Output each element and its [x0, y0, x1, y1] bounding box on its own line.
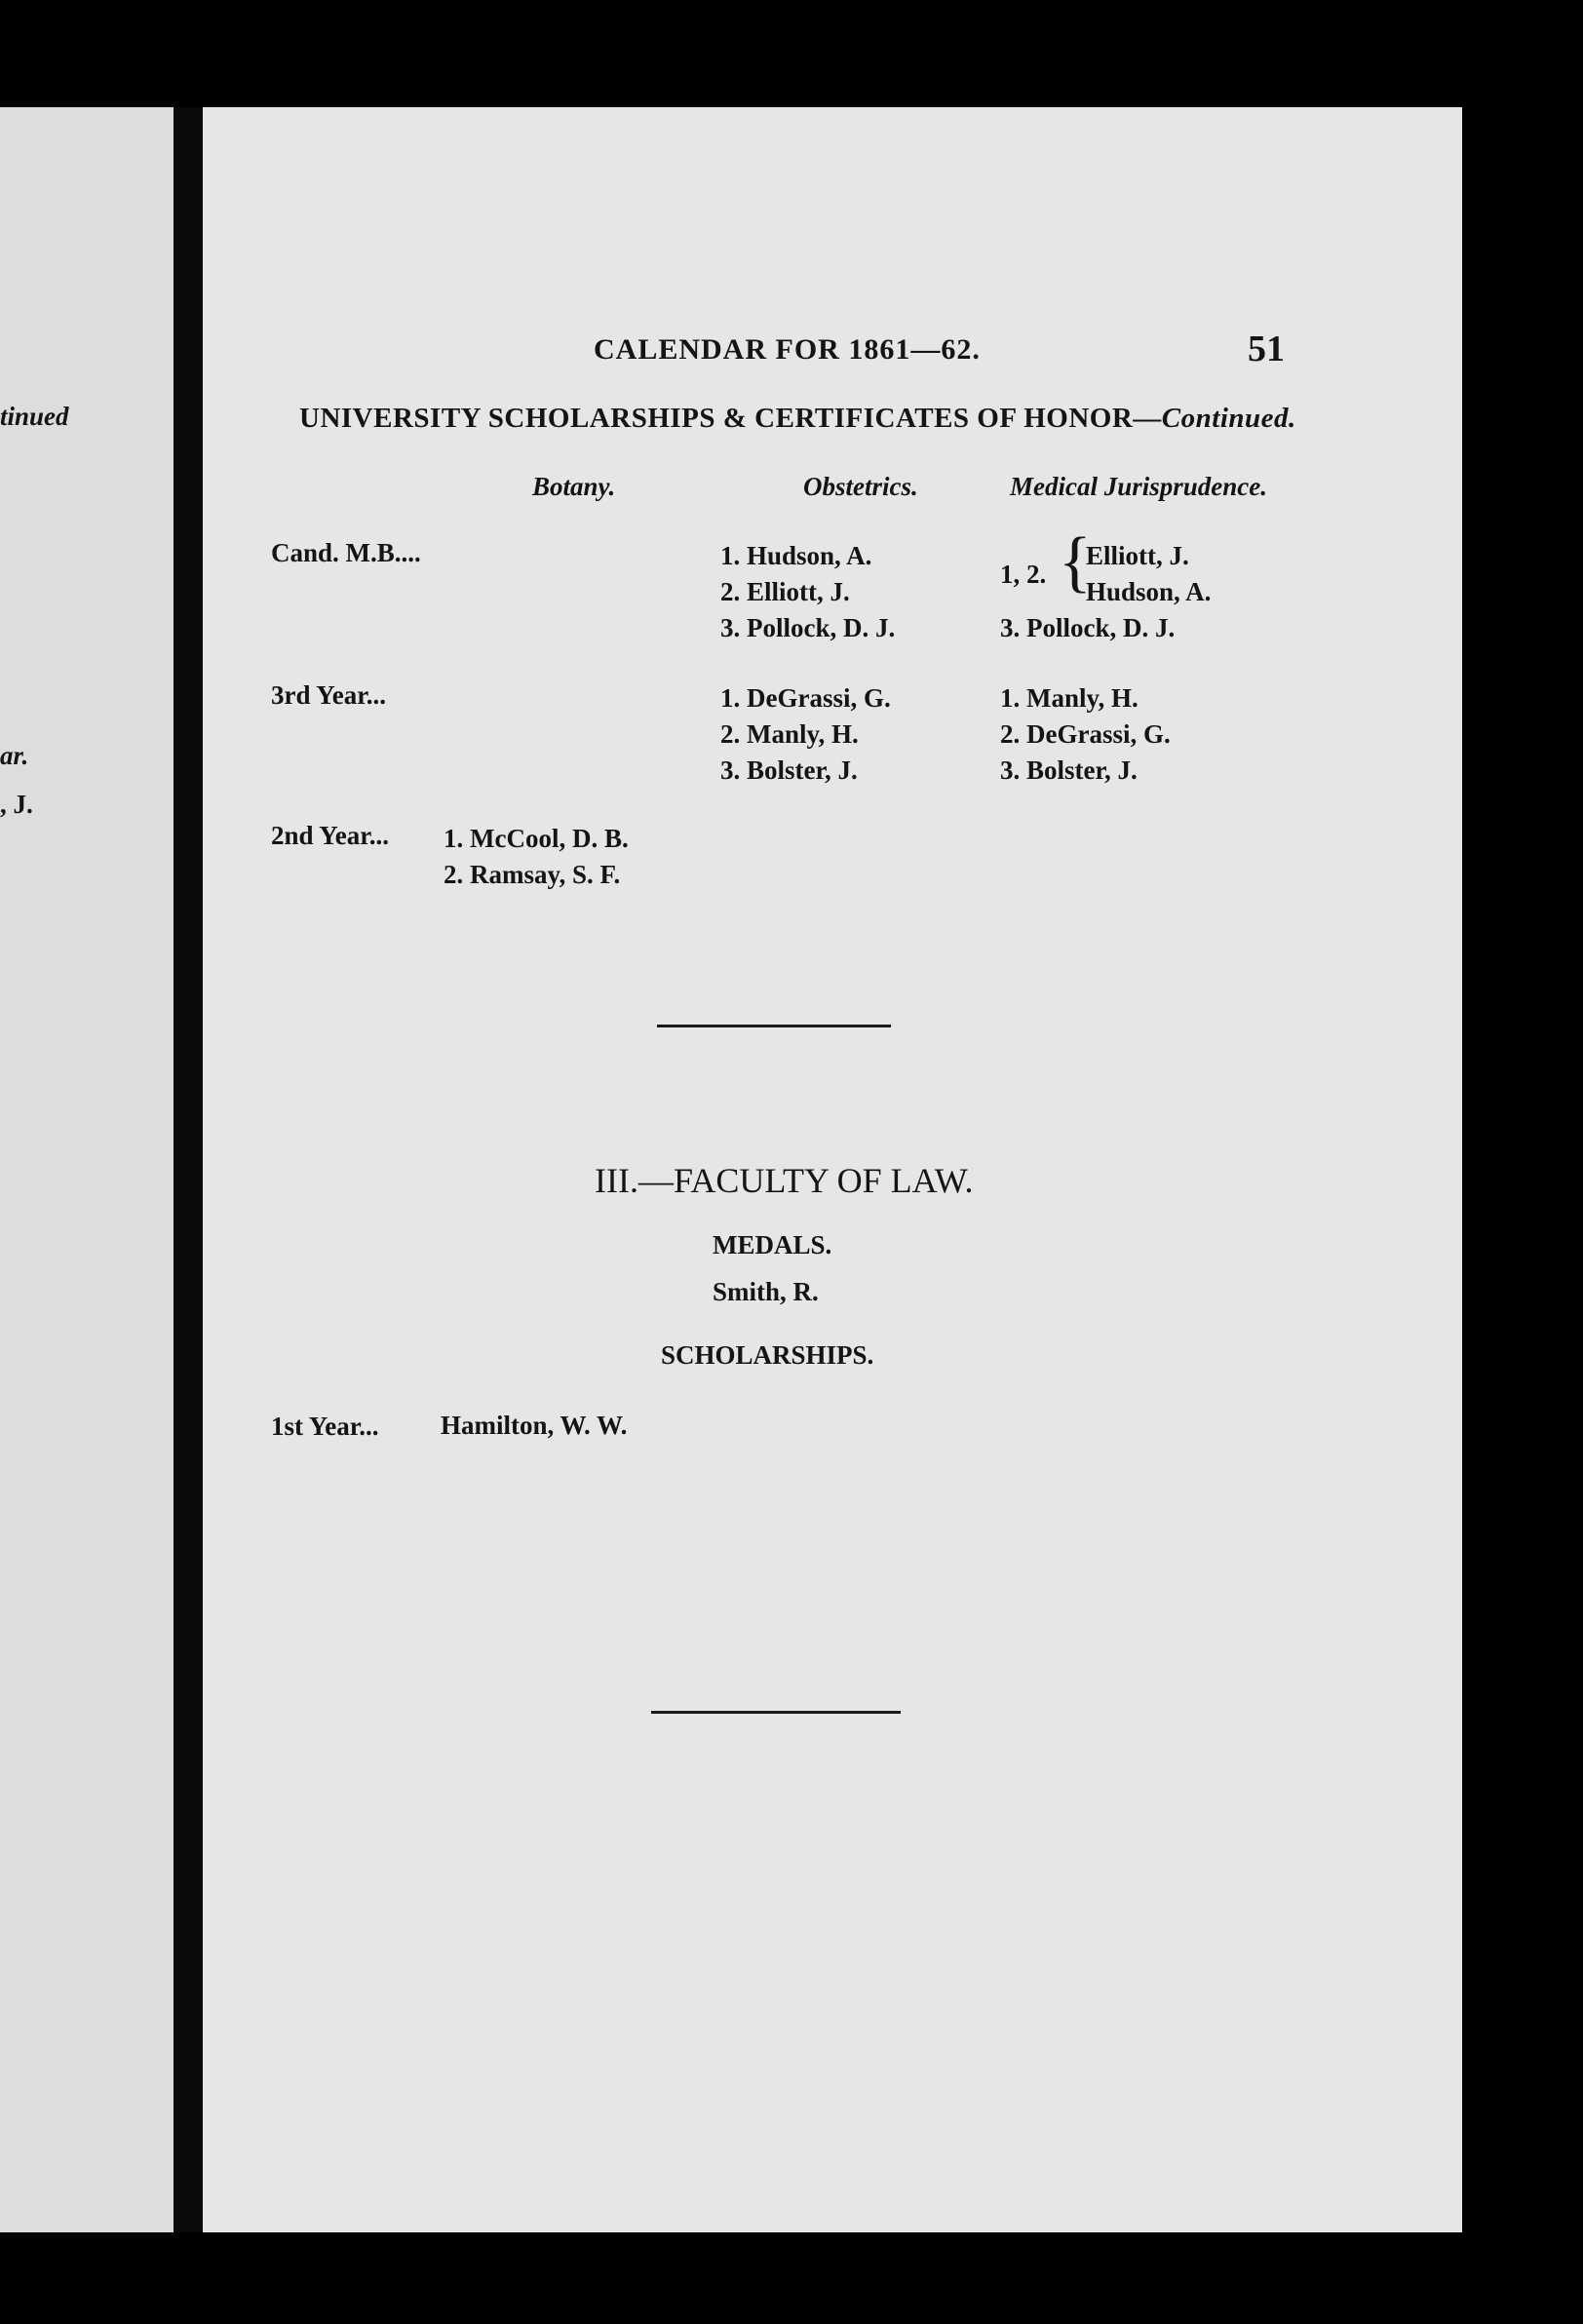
- medals-heading: MEDALS.: [713, 1230, 832, 1259]
- list-item: 3. Pollock, D. J.: [1000, 613, 1176, 642]
- botany-list-2nd-year: [444, 821, 629, 893]
- left-page-edge: [0, 107, 174, 2232]
- scholarship-recipient: Hamilton, W. W.: [441, 1411, 628, 1440]
- obstetrics-list-3rd-year: [720, 680, 891, 789]
- section-heading-text: UNIVERSITY SCHOLARSHIPS & CERTIFICATES OF HONOR—: [299, 403, 1162, 434]
- list-item: 3. Bolster, J.: [1000, 755, 1138, 785]
- page-number: 51: [1248, 329, 1285, 369]
- row-label-1st-year: 1st Year...: [271, 1412, 379, 1441]
- section-heading-continued: Continued.: [1161, 403, 1296, 434]
- list-item: 2. DeGrassi, G.: [1000, 719, 1171, 749]
- row-label-2nd-year: 2nd Year...: [271, 821, 390, 850]
- list-item: 3. Bolster, J.: [720, 755, 858, 785]
- list-item: Elliott, J.: [1086, 541, 1189, 570]
- jurisprudence-tied-list: [1086, 538, 1211, 610]
- scholarships-heading: SCHOLARSHIPS.: [661, 1340, 874, 1370]
- divider-rule-1: [657, 1025, 891, 1027]
- section-heading: [299, 403, 1296, 435]
- jurisprudence-list-cand-mb: [1000, 610, 1175, 646]
- left-fragment-year: ar.: [0, 741, 29, 770]
- running-header: CALENDAR FOR 1861—62.: [594, 333, 981, 366]
- document-page: [203, 107, 1462, 2232]
- row-label-cand-mb: Cand. M.B....: [271, 538, 421, 567]
- book-gutter: [174, 107, 203, 2232]
- list-item: 3. Pollock, D. J.: [720, 613, 896, 642]
- list-item: 1. DeGrassi, G.: [720, 683, 891, 713]
- list-item: 2. Elliott, J.: [720, 577, 850, 606]
- faculty-of-law-title: III.—FACULTY OF LAW.: [595, 1161, 974, 1200]
- jurisprudence-list-3rd-year: [1000, 680, 1171, 789]
- list-item: 2. Manly, H.: [720, 719, 859, 749]
- list-item: Hudson, A.: [1086, 577, 1212, 606]
- column-header-medical-jurisprudence: Medical Jurisprudence.: [1010, 472, 1268, 501]
- list-item: 1. Manly, H.: [1000, 683, 1139, 713]
- jurisprudence-tied-prefix: 1, 2.: [1000, 560, 1047, 589]
- medals-recipient: Smith, R.: [713, 1277, 819, 1306]
- divider-rule-2: [651, 1711, 901, 1714]
- obstetrics-list-cand-mb: [720, 538, 895, 646]
- left-fragment-continued: tinued: [0, 402, 69, 431]
- list-item: 2. Ramsay, S. F.: [444, 860, 621, 889]
- column-header-obstetrics: Obstetrics.: [803, 472, 918, 501]
- column-header-botany: Botany.: [532, 472, 616, 501]
- brace-bracket: {: [1059, 524, 1092, 600]
- list-item: 1. McCool, D. B.: [444, 824, 629, 853]
- list-item: 1. Hudson, A.: [720, 541, 872, 570]
- left-fragment-initial: , J.: [0, 790, 33, 819]
- row-label-3rd-year: 3rd Year...: [271, 680, 386, 710]
